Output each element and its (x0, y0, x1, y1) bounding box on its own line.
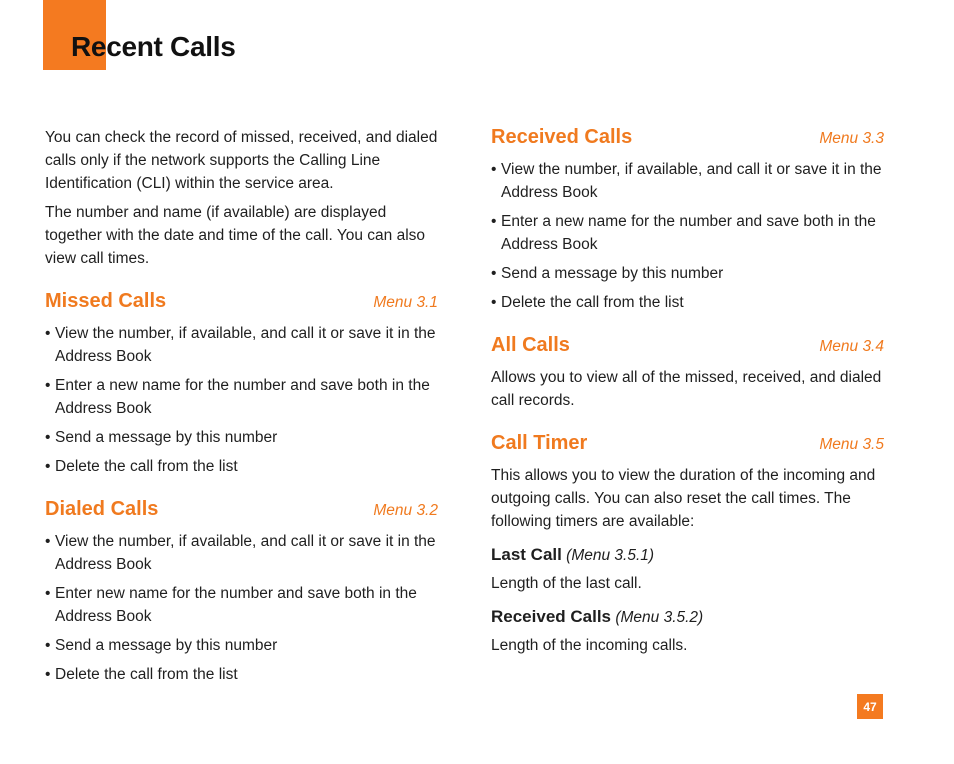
last-call-heading (491, 543, 884, 567)
call-timer-body: This allows you to view the duration of the incoming and outgoing calls. You can also reset the call times. The following timers are available: (491, 467, 876, 530)
list-item: • Send a message by this number (45, 634, 438, 657)
last-call-body: Length of the last call. (491, 575, 642, 592)
section-title: All Calls (491, 334, 570, 356)
section-title: Call Timer (491, 432, 588, 454)
subsection-title: Received Calls (491, 607, 612, 626)
missed-calls-heading (45, 290, 438, 314)
all-calls-heading (491, 334, 884, 358)
section-title: Missed Calls (45, 290, 167, 312)
dialed-calls-heading (45, 498, 438, 522)
left-column (45, 126, 438, 692)
section-title: Dialed Calls (45, 498, 159, 520)
menu-reference: Menu 3.5 (819, 436, 884, 453)
all-calls-body: Allows you to view all of the missed, received, and dialed call records. (491, 369, 882, 409)
page-title: Recent Calls (71, 31, 236, 62)
intro-paragraph: The number and name (if available) are displayed together with the date and time of the call. You can also view call times. (45, 204, 426, 267)
list-item: • Delete the call from the list (45, 663, 438, 686)
list-item: • Send a message by this number (491, 262, 884, 285)
list-item: • Send a message by this number (45, 426, 438, 449)
subsection-title: Last Call (491, 545, 562, 564)
list-item: • View the number, if available, and call it or save it in the Address Book (45, 322, 438, 368)
list-item: • Enter a new name for the number and save both in the Address Book (45, 374, 438, 420)
section-title: Received Calls (491, 126, 633, 148)
received-calls-timer-body: Length of the incoming calls. (491, 637, 688, 654)
missed-calls-list (45, 322, 438, 478)
call-timer-heading (491, 432, 884, 456)
list-item: • View the number, if available, and call it or save it in the Address Book (45, 530, 438, 576)
list-item: • Enter a new name for the number and save both in the Address Book (491, 210, 884, 256)
list-item: • Delete the call from the list (45, 455, 438, 478)
dialed-calls-list (45, 530, 438, 686)
menu-reference: Menu 3.4 (819, 338, 884, 355)
list-item: • Enter new name for the number and save both in the Address Book (45, 582, 438, 628)
received-calls-list (491, 158, 884, 314)
list-item: • Delete the call from the list (491, 291, 884, 314)
right-column (491, 126, 884, 663)
menu-reference: (Menu 3.5.2) (615, 609, 704, 626)
menu-reference: Menu 3.1 (373, 294, 438, 311)
received-calls-timer-heading (491, 605, 884, 629)
menu-reference: Menu 3.2 (373, 502, 438, 519)
list-item: • View the number, if available, and call it or save it in the Address Book (491, 158, 884, 204)
page-number-badge: 47 (857, 694, 883, 719)
menu-reference: Menu 3.3 (819, 130, 884, 147)
received-calls-heading (491, 126, 884, 150)
menu-reference: (Menu 3.5.1) (566, 547, 655, 564)
intro-paragraph: You can check the record of missed, received, and dialed calls only if the network supports the Calling Line Identification (CLI) within the service area. (45, 129, 438, 192)
